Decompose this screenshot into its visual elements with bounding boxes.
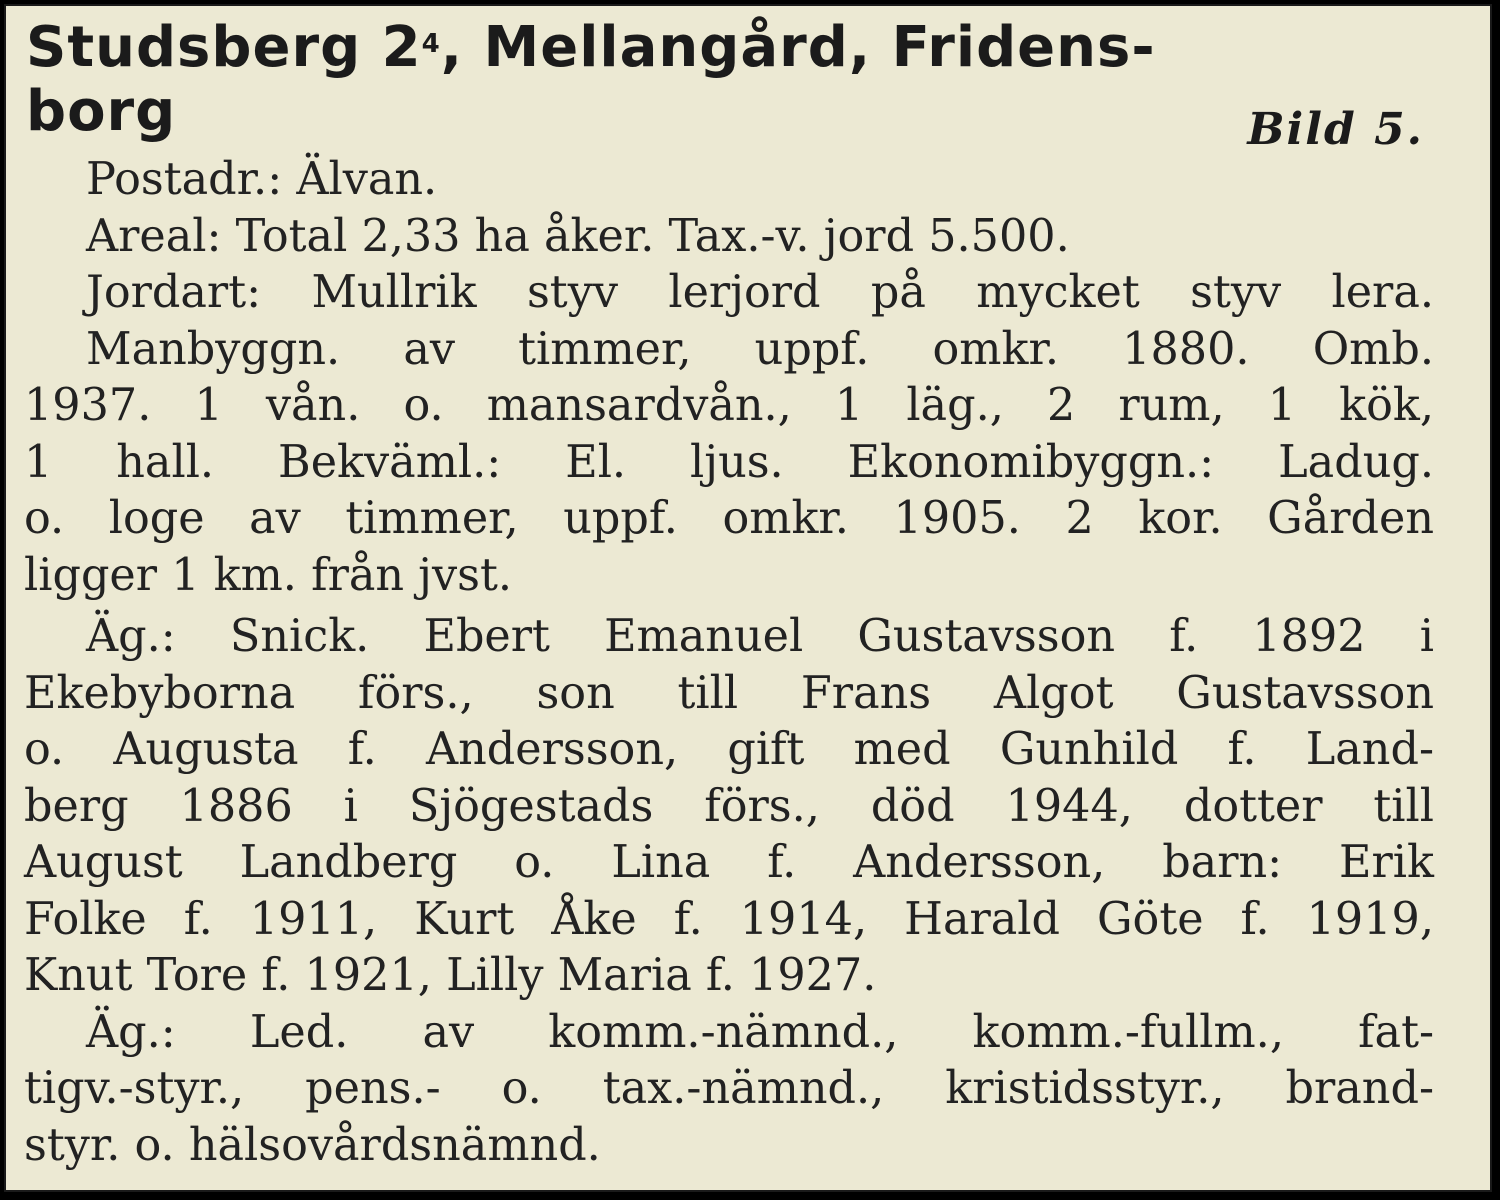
buildings-line-3: 1 hall. Bekväml.: El. ljus. Ekonomibyggn.: Ladug.: [24, 436, 1434, 488]
offices-line-2: tigv.-styr., pens.- o. tax.-nämnd., kristidsstyr., brand-: [24, 1063, 1434, 1114]
owner-line-2: Ekebyborna förs., son till Frans Algot Gustavsson: [24, 667, 1434, 719]
heading-line-1: [26, 16, 1446, 80]
heading-superscript: 4: [421, 29, 441, 59]
postal-address-line: Postadr.: Älvan.: [86, 154, 438, 205]
owner-line-5: August Landberg o. Lina f. Andersson, barn: Erik: [24, 837, 1434, 888]
buildings-line-5: ligger 1 km. från jvst.: [24, 549, 512, 601]
owner-line-1: Äg.: Snick. Ebert Emanuel Gustavsson f. 1892 i: [86, 611, 1434, 662]
owner-line-3: o. Augusta f. Andersson, gift med Gunhild f. Land-: [24, 724, 1434, 775]
picture-reference: Bild 5.: [1247, 104, 1424, 155]
owner-line-7: Knut Tore f. 1921, Lilly Maria f. 1927.: [24, 950, 877, 1001]
buildings-line-4: o. loge av timmer, uppf. omkr. 1905. 2 kor. Gården: [24, 493, 1434, 544]
owner-line-4: berg 1886 i Sjögestads förs., död 1944, dotter till: [24, 780, 1434, 832]
offices-line-1: Äg.: Led. av komm.-nämnd., komm.-fullm., fat-: [86, 1006, 1434, 1058]
heading-title-part1: Studsberg 2: [26, 15, 422, 80]
heading-title-part2: , Mellangård, Fridens-: [440, 15, 1156, 80]
heading-line-2: borg: [26, 79, 177, 144]
entry-heading: [26, 16, 1446, 144]
buildings-line-2: 1937. 1 vån. o. mansardvån., 1 läg., 2 rum, 1 kök,: [24, 380, 1434, 431]
offices-line-3: styr. o. hälsovårdsnämnd.: [24, 1119, 601, 1171]
entry-body: [24, 152, 1434, 1174]
owner-line-6: Folke f. 1911, Kurt Åke f. 1914, Harald Göte f. 1919,: [24, 893, 1434, 945]
document-page: [4, 4, 1492, 1192]
soil-type-line: Jordart: Mullrik styv lerjord på mycket styv lera.: [86, 267, 1434, 318]
area-line: Areal: Total 2,33 ha åker. Tax.-v. jord 5.500.: [86, 210, 1070, 262]
buildings-line-1: Manbyggn. av timmer, uppf. omkr. 1880. Omb.: [86, 323, 1434, 375]
